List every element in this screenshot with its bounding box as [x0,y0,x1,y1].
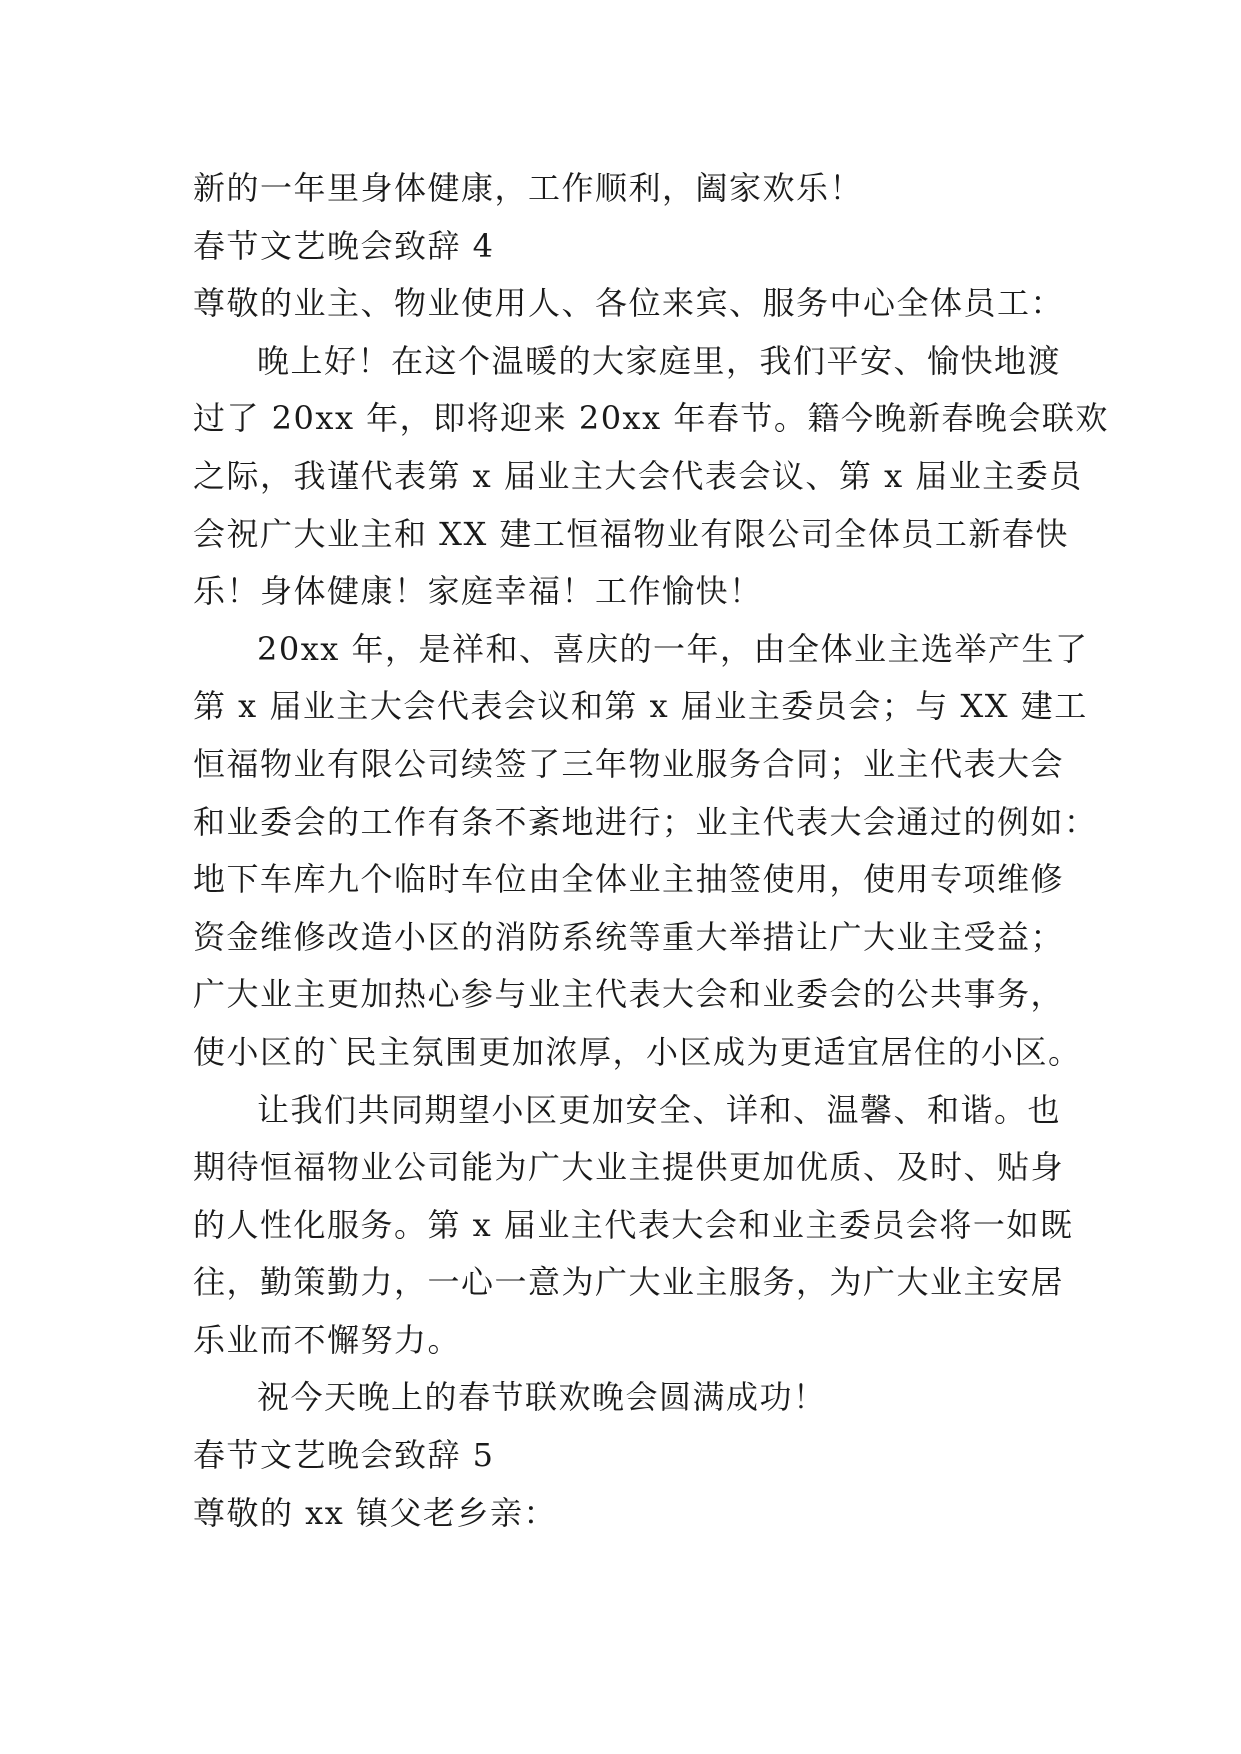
text-line: 新的一年里身体健康，工作顺利，阖家欢乐！ [193,169,864,207]
text-line: 过了 20xx 年，即将迎来 20xx 年春节。籍今晚新春晚会联欢 [193,399,1109,438]
paragraph-start: 让我们共同期望小区更加安全、详和、温馨、和谐。也 [257,1090,1062,1129]
text-line: 广大业主更加热心参与业主代表大会和业委会的公共事务， [193,975,1065,1014]
text-line: 会祝广大业主和 XX 建工恒福物业有限公司全体员工新春快 [193,514,1069,553]
text-line: 第 x 届业主大会代表会议和第 x 届业主委员会；与 XX 建工 [193,687,1088,726]
document-body [193,160,1109,1542]
paragraph-start: 晚上好！在这个温暖的大家庭里，我们平安、愉快地渡 [257,341,1062,380]
paragraph-start: 20xx 年，是祥和、喜庆的一年，由全体业主选举产生了 [257,629,1089,668]
text-line: 期待恒福物业公司能为广大业主提供更加优质、及时、贴身 [193,1148,1065,1187]
text-line: 之际，我谨代表第 x 届业主大会代表会议、第 x 届业主委员 [193,456,1083,495]
paragraph-start: 祝今天晚上的春节联欢晚会圆满成功！ [257,1378,827,1417]
text-line: 资金维修改造小区的消防系统等重大举措让广大业主受益； [193,917,1065,956]
text-line: 往，勤策勤力，一心一意为广大业主服务，为广大业主安居 [193,1263,1065,1302]
text-line: 和业委会的工作有条不紊地进行；业主代表大会通过的例如： [193,802,1098,841]
text-line: 使小区的`民主氛围更加浓厚，小区成为更适宜居住的小区。 [193,1032,1082,1071]
text-line: 恒福物业有限公司续签了三年物业服务合同；业主代表大会 [193,744,1065,783]
section-heading: 春节文艺晚会致辞 5 [193,1436,495,1475]
salutation: 尊敬的业主、物业使用人、各位来宾、服务中心全体员工： [193,284,1065,323]
salutation: 尊敬的 xx 镇父老乡亲： [193,1493,557,1532]
section-heading: 春节文艺晚会致辞 4 [193,226,495,265]
text-line: 乐业而不懈努力。 [193,1320,462,1359]
text-line: 乐！身体健康！家庭幸福！工作愉快！ [193,572,763,611]
text-line: 的人性化服务。第 x 届业主代表大会和业主委员会将一如既 [193,1205,1074,1244]
text-line: 地下车库九个临时车位由全体业主抽签使用，使用专项维修 [193,860,1065,899]
